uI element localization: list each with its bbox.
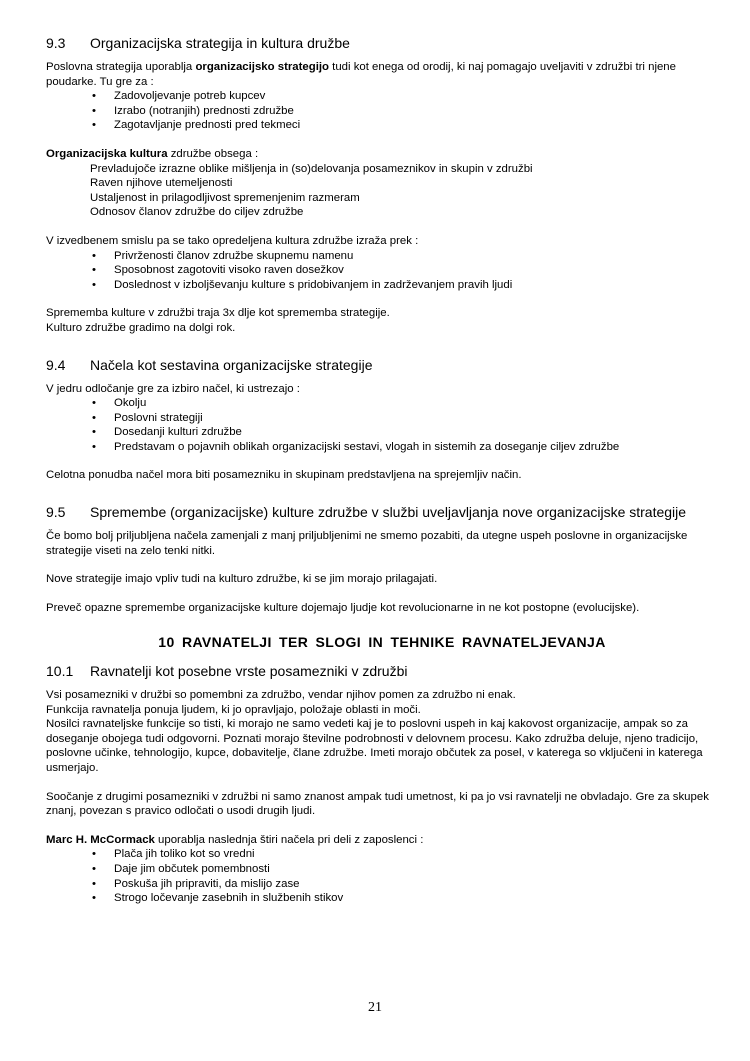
paragraph: Če bomo bolj priljubljena načela zamenjali z manj priljubljenimi ne smemo pozabiti, da utegne uspeh poslovne in organizacijske strategije viseti na zelo tenki nitki. bbox=[46, 530, 688, 557]
list-item: • Dosedanji kulturi združbe bbox=[46, 425, 718, 440]
paragraph: Celotna ponudba načel mora biti posamezniku in skupinam predstavljena na sprejemljiv način. bbox=[46, 469, 522, 482]
list-item: Odnosov članov združbe do ciljev združbe bbox=[90, 206, 304, 219]
paragraph: Poslovna strategija uporablja organizacijsko strategijo tudi kot enega od orodij, ki naj pomagajo uveljaviti v združbi tri njene poudarke. Tu gre za : bbox=[46, 61, 676, 88]
paragraph: Kulturo združbe gradimo na dolgi rok. bbox=[46, 321, 236, 334]
paragraph: Organizacijska kultura združbe obsega : bbox=[46, 147, 259, 160]
paragraph: Nove strategije imajo vpliv tudi na kulturo združbe, ki se jim morajo prilagajati. bbox=[46, 573, 438, 586]
list-item: • Doslednost v izboljševanju kulture s pridobivanjem in zadrževanjem pravih ljudi bbox=[46, 278, 718, 293]
section-heading-9-5: 9.5 Spremembe (organizacijske) kulture združbe v službi uveljavljanja nove organizacijske strategije bbox=[46, 504, 687, 521]
bullet-list bbox=[46, 249, 718, 293]
section-heading-9-3: 9.3 Organizacijska strategija in kultura družbe bbox=[46, 35, 350, 51]
bullet-list bbox=[46, 847, 718, 905]
document-page bbox=[46, 34, 718, 906]
list-item: • Izrabo (notranjih) prednosti združbe bbox=[46, 104, 718, 119]
list-item: • Zadovoljevanje potreb kupcev bbox=[46, 89, 718, 104]
paragraph: Nosilci ravnateljske funkcije so tisti, ki morajo ne samo vedeti kaj je to poslovni uspeh in kaj kakovost organizacije, ampak so za doseganje obojega tudi odgovorni. Poznati morajo številne podrobnosti v delovnem procesu. Kako združba deluje, njeno tradicijo, poslovne učinke, tehnologijo, kupce, dobavitelje, člane združbe. Imeti morajo občutek za posel, v katerega so vključeni in katerega usmerjajo. bbox=[46, 718, 703, 774]
list-item: • Okolju bbox=[46, 396, 718, 411]
list-item: Raven njihove utemeljenosti bbox=[90, 177, 233, 190]
bullet-list bbox=[46, 396, 718, 454]
list-item: • Plača jih toliko kot so vredni bbox=[46, 847, 718, 862]
indented-list bbox=[46, 162, 718, 220]
list-item: • Daje jim občutek pomembnosti bbox=[46, 862, 718, 877]
list-item: • Poskuša jih pripraviti, da mislijo zase bbox=[46, 877, 718, 892]
list-item: • Zagotavljanje prednosti pred tekmeci bbox=[46, 118, 718, 133]
paragraph: V izvedbenem smislu pa se tako opredeljena kultura združbe izraža prek : bbox=[46, 234, 419, 247]
paragraph: Marc H. McCormack uporablja naslednja štiri načela pri deli z zaposlenci : bbox=[46, 833, 424, 846]
paragraph: Sprememba kulture v združbi traja 3x dlje kot sprememba strategije. bbox=[46, 307, 390, 320]
list-item: • Strogo ločevanje zasebnih in službenih stikov bbox=[46, 891, 718, 906]
paragraph: V jedru odločanje gre za izbiro načel, ki ustrezajo : bbox=[46, 382, 300, 395]
list-item: • Poslovni strategiji bbox=[46, 411, 718, 426]
section-heading-9-4: 9.4 Načela kot sestavina organizacijske strategije bbox=[46, 356, 373, 373]
page-number: 21 bbox=[368, 1000, 382, 1015]
list-item: Ustaljenost in prilagodljivost spremenjenim razmeram bbox=[90, 191, 360, 204]
paragraph: Funkcija ravnatelja ponuja ljudem, ki jo opravljajo, položaje oblasti in moči. bbox=[46, 703, 421, 716]
list-item: • Predstavam o pojavnih oblikah organizacijski sestavi, vlogah in sistemih za doseganje ciljev združbe bbox=[46, 440, 718, 455]
paragraph: Prevеč opazne spremembe organizacijske kulture dojemajo ljudje kot revolucionarne in ne kot postopne (evolucijske). bbox=[46, 601, 640, 614]
chapter-title: 10 RAVNATELJI TER SLOGI IN TEHNIKE RAVNATELJEVANJA bbox=[158, 634, 606, 651]
list-item: • Sposobnost zagotoviti visoko raven dosežkov bbox=[46, 263, 718, 278]
paragraph: Vsi posamezniki v družbi so pomembni za združbo, vendar njihov pomen za združbo ni enak. bbox=[46, 689, 516, 702]
section-heading-10-1: 10.1 Ravnatelji kot posebne vrste posamezniki v združbi bbox=[46, 663, 408, 680]
paragraph: Soočanje z drugimi posamezniki v združbi ni samo znanost ampak tudi umetnost, ki pa jo vsi ravnatelji ne obvladajo. Gre za skupek znanj, povezan s pravico odločati o usodi drugih ljudi. bbox=[46, 790, 709, 818]
list-item: • Privrženosti članov združbe skupnemu namenu bbox=[46, 249, 718, 264]
list-item: Prevladujoče izrazne oblike mišljenja in (so)delovanja posameznikov in skupin v združbi bbox=[90, 162, 533, 175]
bullet-list bbox=[46, 89, 718, 133]
